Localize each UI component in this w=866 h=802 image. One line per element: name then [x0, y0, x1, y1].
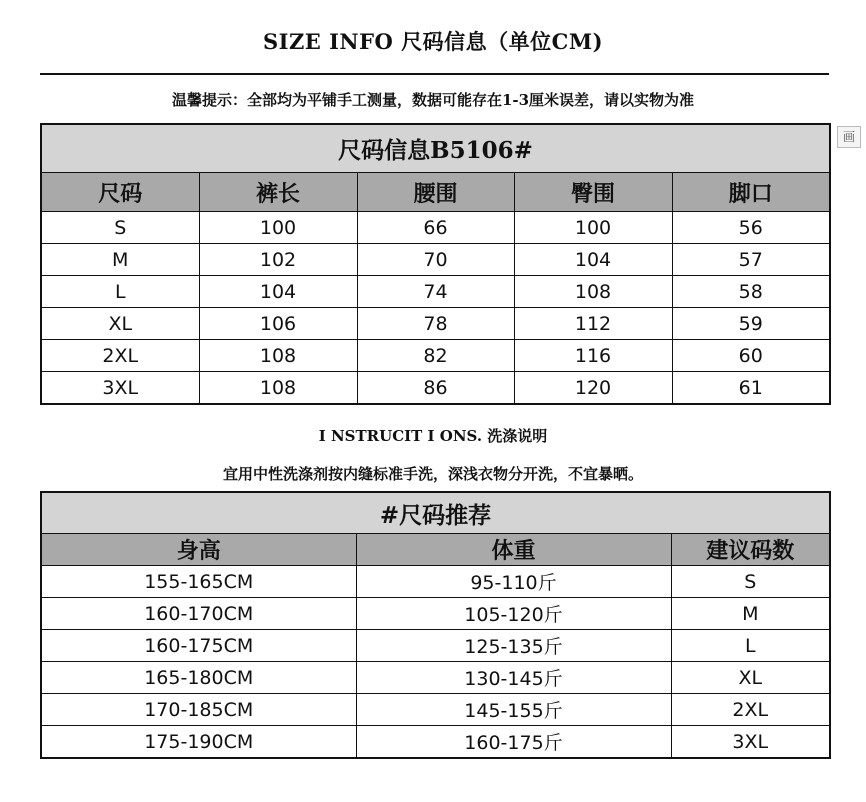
table-row	[41, 694, 830, 726]
size-table-caption: 尺码信息B5106#	[41, 124, 830, 173]
table-row	[41, 212, 830, 244]
table-cell: 56	[672, 212, 830, 244]
table-cell: 105-120斤	[356, 598, 671, 630]
column-header: 体重	[356, 534, 671, 566]
column-header: 建议码数	[671, 534, 830, 566]
table-cell: 57	[672, 244, 830, 276]
wash-instructions: 宜用中性洗涤剂按内缝标准手洗，深浅衣物分开洗，不宜暴晒。	[222, 465, 643, 483]
table-cell: 125-135斤	[356, 630, 671, 662]
table-cell: 2XL	[41, 340, 199, 372]
table-cell: 78	[357, 308, 514, 340]
table-row	[41, 726, 830, 759]
page-title: SIZE INFO 尺码信息（单位CM)	[262, 29, 604, 54]
table-cell: 130-145斤	[356, 662, 671, 694]
table-cell: L	[41, 276, 199, 308]
table-cell: 70	[357, 244, 514, 276]
column-header: 身高	[41, 534, 356, 566]
table-cell: S	[671, 566, 830, 598]
table-cell: M	[671, 598, 830, 630]
size-info-table	[40, 123, 831, 405]
table-cell: 2XL	[671, 694, 830, 726]
title-divider	[40, 73, 829, 75]
table-cell: 108	[199, 340, 357, 372]
table-cell: 108	[199, 372, 357, 405]
table-cell: 112	[514, 308, 672, 340]
table-cell: 160-175斤	[356, 726, 671, 759]
table-cell: 160-170CM	[41, 598, 356, 630]
table-cell: 86	[357, 372, 514, 405]
table-cell: 60	[672, 340, 830, 372]
table-cell: 145-155斤	[356, 694, 671, 726]
table-cell: 74	[357, 276, 514, 308]
column-header: 腰围	[357, 173, 514, 212]
table-cell: XL	[671, 662, 830, 694]
table-row	[41, 244, 830, 276]
table-row	[41, 340, 830, 372]
table-cell: 59	[672, 308, 830, 340]
table-cell: 61	[672, 372, 830, 405]
table-cell: 102	[199, 244, 357, 276]
table-row	[41, 372, 830, 405]
table-cell: 82	[357, 340, 514, 372]
table-cell: 120	[514, 372, 672, 405]
table-cell: 160-175CM	[41, 630, 356, 662]
table-cell: 66	[357, 212, 514, 244]
table-cell: 3XL	[41, 372, 199, 405]
table-cell: 104	[514, 244, 672, 276]
table-cell: L	[671, 630, 830, 662]
measurement-tip: 温馨提示：全部均为平铺手工测量，数据可能存在1-3厘米误差，请以实物为准	[171, 91, 695, 109]
table-row	[41, 308, 830, 340]
table-cell: 116	[514, 340, 672, 372]
column-header: 尺码	[41, 173, 199, 212]
table-cell: M	[41, 244, 199, 276]
recommend-table-caption: #尺码推荐	[41, 492, 830, 534]
table-cell: 3XL	[671, 726, 830, 759]
table-cell: 106	[199, 308, 357, 340]
table-cell: 100	[199, 212, 357, 244]
image-icon[interactable]: 画	[837, 126, 861, 148]
table-cell: 170-185CM	[41, 694, 356, 726]
table-row	[41, 276, 830, 308]
table-row	[41, 662, 830, 694]
table-cell: 155-165CM	[41, 566, 356, 598]
table-cell: 165-180CM	[41, 662, 356, 694]
table-row	[41, 566, 830, 598]
instructions-heading: I NSTRUCIT I ONS. 洗涤说明	[318, 427, 548, 445]
table-cell: XL	[41, 308, 199, 340]
table-cell: 175-190CM	[41, 726, 356, 759]
table-cell: 58	[672, 276, 830, 308]
column-header: 裤长	[199, 173, 357, 212]
table-cell: S	[41, 212, 199, 244]
table-cell: 108	[514, 276, 672, 308]
table-cell: 95-110斤	[356, 566, 671, 598]
size-recommend-table	[40, 491, 831, 759]
table-cell: 100	[514, 212, 672, 244]
column-header: 脚口	[672, 173, 830, 212]
column-header: 臀围	[514, 173, 672, 212]
table-row	[41, 630, 830, 662]
table-row	[41, 598, 830, 630]
table-cell: 104	[199, 276, 357, 308]
